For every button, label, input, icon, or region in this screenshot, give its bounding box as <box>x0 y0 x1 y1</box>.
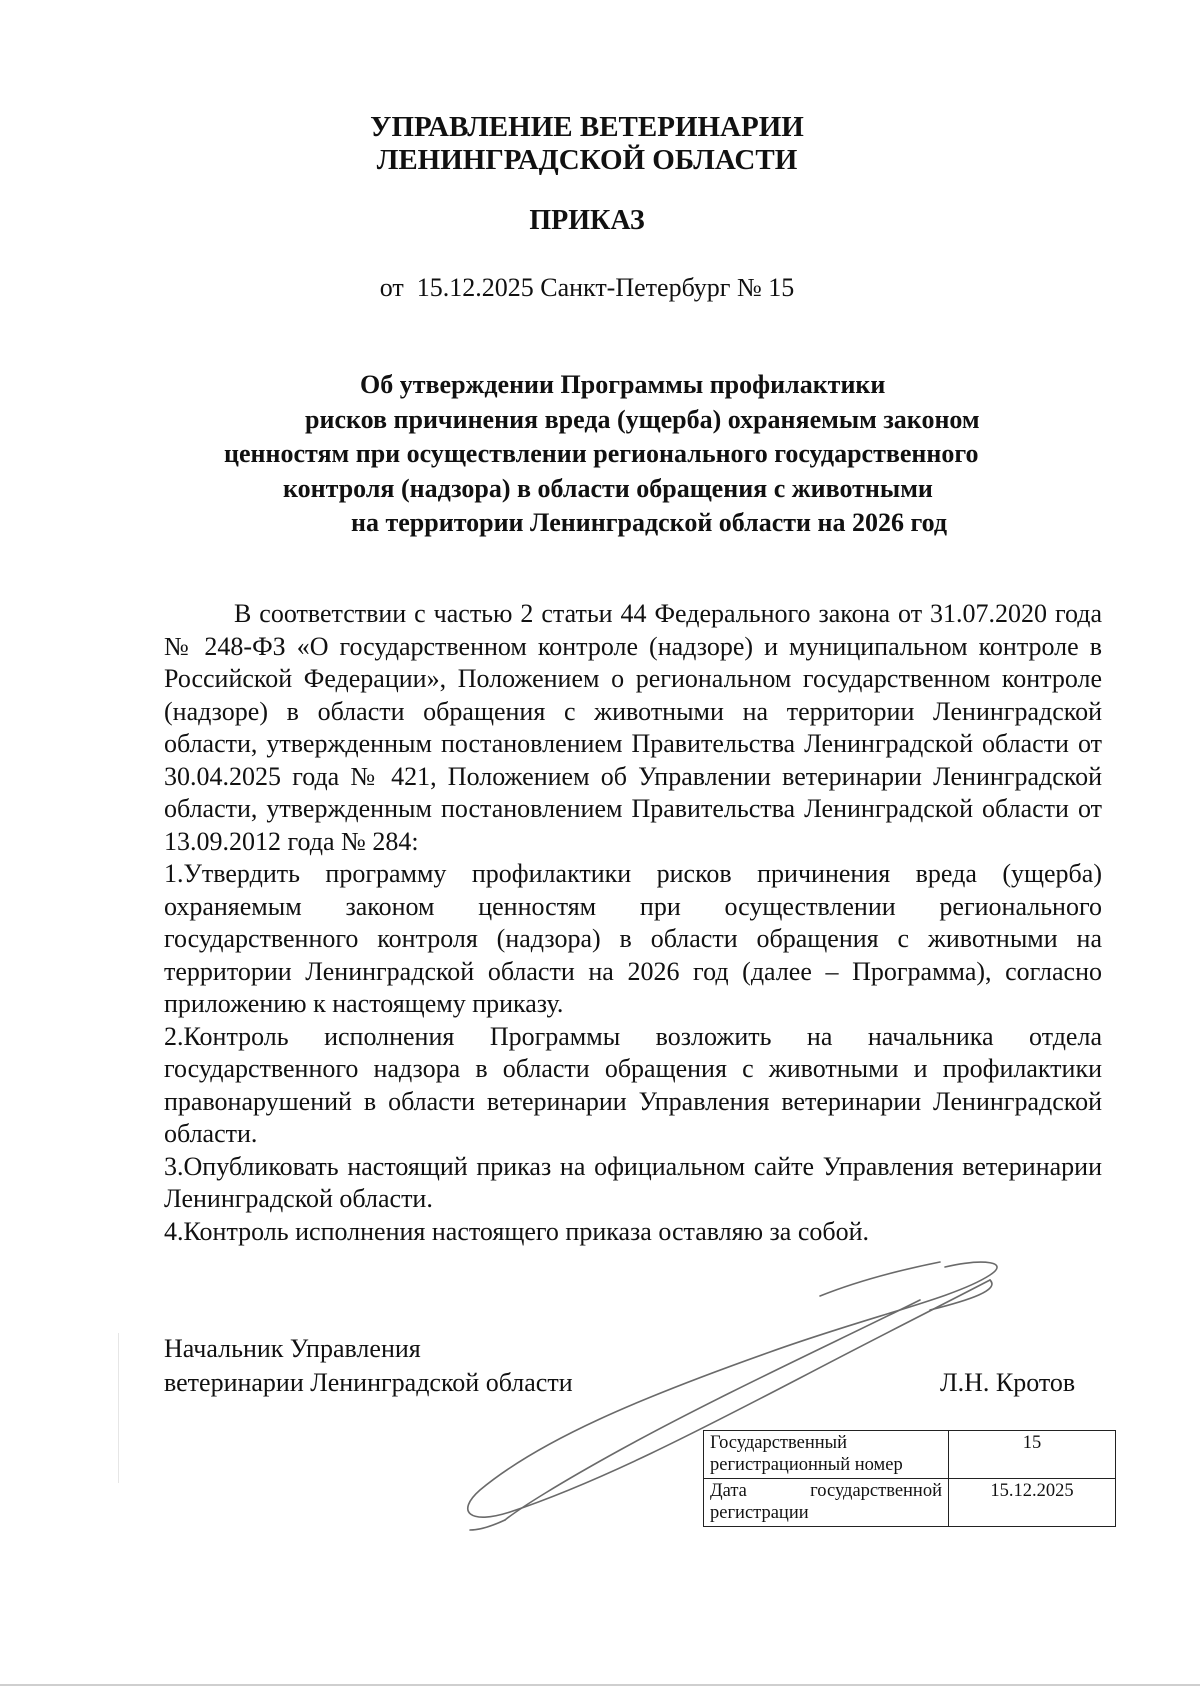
item-text: Опубликовать настоящий приказ на официальном сайте Управления ветеринарии Ленинградской области. <box>164 1151 1102 1213</box>
title-line-4: контроля (надзора) в области обращения с животными <box>283 473 933 503</box>
authority-line-2: ЛЕНИНГРАДСКОЙ ОБЛАСТИ <box>376 144 798 176</box>
item-number: 1. <box>164 859 184 888</box>
list-item <box>164 1151 1102 1216</box>
registration-number-value: 15 <box>949 1431 1116 1479</box>
issuing-authority <box>0 111 1174 177</box>
title-line-1: Об утверждении Программы профилактики <box>360 370 886 399</box>
signatory-name: Л.Н. Кротов <box>940 1368 1076 1397</box>
list-item <box>164 1021 1102 1151</box>
title-line-3: ценностям при осуществлении регионального государственного <box>224 439 979 468</box>
item-number: 4. <box>164 1216 184 1246</box>
registration-date-label: Дата государственной регистрации <box>704 1479 949 1527</box>
registration-table <box>703 1430 1116 1527</box>
position-line-2: ветеринарии Ленинградской области <box>164 1368 573 1397</box>
date-number-line: от 15.12.2025 Санкт-Петербург № 15 <box>379 273 795 302</box>
item-text: Контроль исполнения настоящего приказа оставляю за собой. <box>183 1216 870 1246</box>
preamble-paragraph: В соответствии с частью 2 статьи 44 Федерального закона от 31.07.2020 года № 248-ФЗ «О государственном контроле (надзоре) и муниципальном контроле в Российской Федерации», Положением о региональном государственном контроле (надзоре) в области обращения с животными на территории Ленинградской области, утвержденным постановлением Правительства Ленинградской области от 30.04.2025 года № 421, Положением об Управлении ветеринарии Ленинградской области, утвержденным постановлением Правительства Ленинградской области от 13.09.2012 года № 284: <box>164 599 1102 856</box>
position-line-1: Начальник Управления <box>164 1334 421 1363</box>
title-line-5: на территории Ленинградской области на 2026 год <box>351 508 948 537</box>
list-item <box>164 1216 1102 1249</box>
signatory-position <box>164 1332 573 1400</box>
authority-line-1: УПРАВЛЕНИЕ ВЕТЕРИНАРИИ <box>370 111 804 143</box>
item-text: Контроль исполнения Программы возложить на начальника отдела государственного надзора в области обращения с животными и профилактики правонарушений в области ветеринарии Управления ветеринарии Ленинградской области. <box>164 1021 1102 1148</box>
list-item <box>164 858 1102 1021</box>
document-body <box>164 598 1102 1248</box>
item-number: 2. <box>164 1021 184 1051</box>
table-row <box>704 1431 1116 1479</box>
item-text: Утвердить программу профилактики рисков причинения вреда (ущерба) охраняемым законом ценностям при осуществлении регионального государственного контроля (надзора) в области обращения с животными на территории Ленинградской области на 2026 год (далее – Программа), согласно приложению к настоящему приказу. <box>164 859 1102 1018</box>
scan-artifact <box>118 1333 119 1483</box>
table-row <box>704 1479 1116 1527</box>
title-line-2: рисков причинения вреда (ущерба) охраняемым законом <box>305 404 980 434</box>
document-type: ПРИКАЗ <box>529 205 645 236</box>
item-number: 3. <box>164 1151 184 1181</box>
page-bottom-edge <box>0 1684 1200 1686</box>
registration-number-label: Государственный регистрационный номер <box>704 1431 949 1479</box>
registration-date-value: 15.12.2025 <box>949 1479 1116 1527</box>
